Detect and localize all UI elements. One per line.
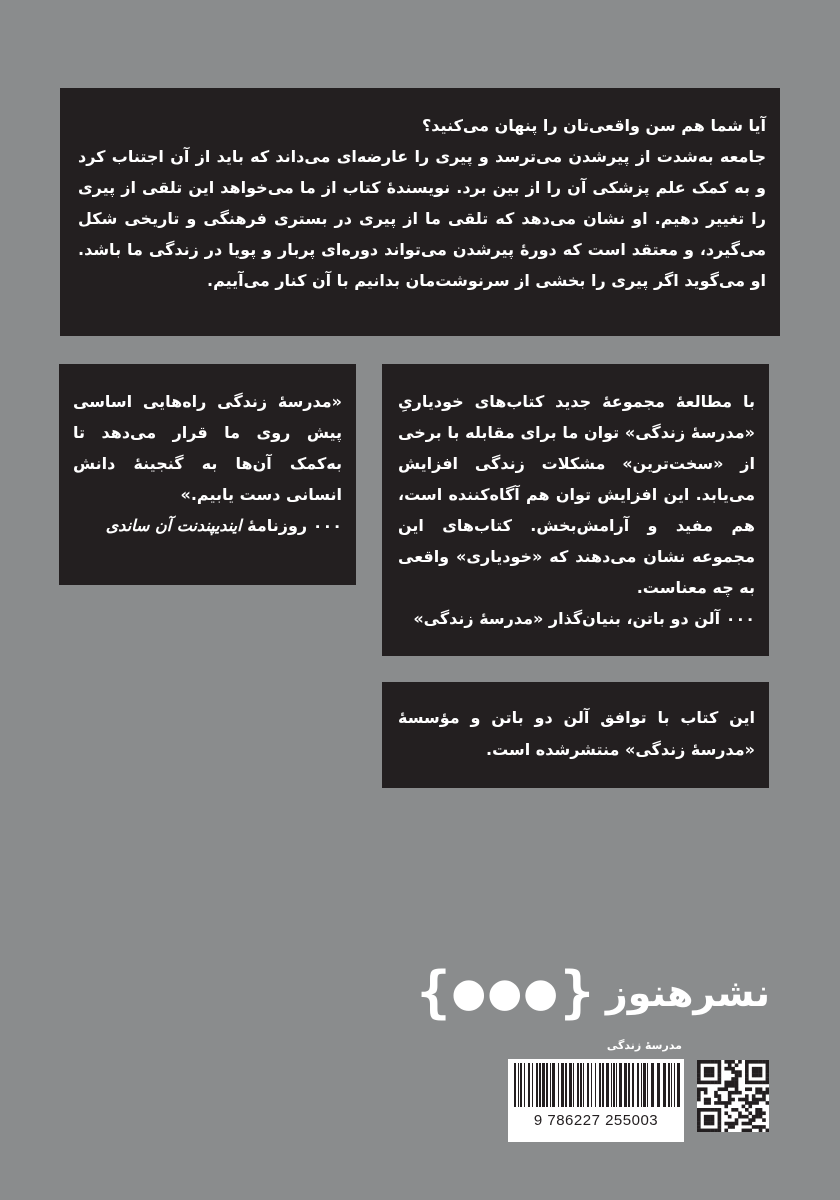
qr-module	[752, 1125, 756, 1129]
qr-module	[766, 1091, 769, 1095]
qr-module	[745, 1077, 749, 1081]
qr-module	[752, 1094, 756, 1098]
qr-module	[721, 1087, 725, 1091]
qr-module	[735, 1084, 739, 1088]
qr-module	[728, 1091, 732, 1095]
qr-module	[718, 1108, 722, 1112]
qr-module	[755, 1081, 759, 1085]
qr-module	[707, 1115, 711, 1119]
isbn-number: 9 786227 255003	[533, 1112, 659, 1129]
qr-module	[731, 1081, 735, 1085]
qr-module	[718, 1087, 722, 1091]
qr-module	[724, 1087, 728, 1091]
barcode-bar	[524, 1063, 525, 1107]
qr-module	[700, 1129, 704, 1132]
qr-module	[731, 1122, 735, 1126]
qr-module	[704, 1115, 708, 1119]
qr-module	[714, 1060, 718, 1064]
qr-module	[762, 1118, 766, 1122]
qr-module	[745, 1122, 749, 1126]
qr-module	[748, 1122, 752, 1126]
qr-module	[731, 1070, 735, 1074]
qr-module	[766, 1060, 769, 1064]
qr-module	[704, 1060, 708, 1064]
qr-module	[755, 1125, 759, 1129]
qr-module	[755, 1098, 759, 1102]
qr-module	[755, 1067, 759, 1071]
intro-question: آیا شما هم سن واقعی‌تان را پنهان می‌کنید؟	[422, 116, 766, 135]
qr-module	[728, 1063, 732, 1067]
qr-module	[762, 1081, 766, 1085]
qr-module	[748, 1105, 752, 1109]
qr-module	[707, 1074, 711, 1078]
qr-module	[718, 1122, 722, 1126]
qr-module	[707, 1098, 711, 1102]
qr-module	[745, 1060, 749, 1064]
barcode-bar	[606, 1063, 609, 1107]
qr-module	[731, 1077, 735, 1081]
qr-module	[700, 1060, 704, 1064]
qr-module	[762, 1111, 766, 1115]
barcode-bar	[532, 1063, 533, 1107]
barcode-bar	[641, 1063, 642, 1107]
qr-module	[759, 1115, 763, 1119]
qr-module	[752, 1074, 756, 1078]
qr-module	[707, 1129, 711, 1132]
barcode-bar	[573, 1063, 574, 1107]
qr-module	[718, 1094, 722, 1098]
logo-dots: ●●●	[451, 970, 560, 1016]
qr-module	[724, 1067, 728, 1071]
qr-module	[748, 1101, 752, 1105]
qr-module	[748, 1111, 752, 1115]
attribution-source: ایندیپندنت آن ساندی	[105, 516, 242, 535]
qr-module	[714, 1101, 718, 1105]
publisher-logo	[416, 958, 770, 1028]
qr-code	[697, 1060, 769, 1132]
qr-module	[714, 1091, 718, 1095]
qr-module	[755, 1070, 759, 1074]
qr-module	[762, 1091, 766, 1095]
barcode-bar	[536, 1063, 538, 1107]
qr-module	[742, 1098, 746, 1102]
qr-module	[735, 1077, 739, 1081]
barcode-bar	[616, 1063, 617, 1107]
qr-module	[707, 1108, 711, 1112]
qr-module	[711, 1122, 715, 1126]
qr-module	[759, 1129, 763, 1132]
barcode-bar	[643, 1063, 646, 1107]
qr-module	[762, 1060, 766, 1064]
qr-module	[766, 1074, 769, 1078]
barcode-bar	[580, 1063, 582, 1107]
qr-module	[728, 1060, 732, 1064]
qr-module	[697, 1074, 701, 1078]
barcode-bar	[674, 1063, 675, 1107]
qr-module	[704, 1070, 708, 1074]
qr-module	[704, 1129, 708, 1132]
qr-module	[752, 1098, 756, 1102]
qr-module	[718, 1074, 722, 1078]
qr-module	[762, 1098, 766, 1102]
intro-body: جامعه به‌شدت از پیرشدن می‌ترسد و پیری را عارضه‌ای می‌داند که باید از آن اجتناب کرد و به کمک علم پزشکی آن را از بین برد. نویسندهٔ کتاب از ما می‌خواهد این تلقی از پیری را تغییر دهیم. او نشان می‌دهد که تلقی ما از پیری در بستری فرهنگی و تاریخی شکل می‌گیرد، و معتقد است که دورهٔ پیرشدن می‌تواند دوره‌ای پربار و پویا در زندگی ما باشد. او می‌گوید اگر پیری را بخشی از سرنوشت‌مان بدانیم با آن کنار می‌آییم.	[78, 147, 766, 290]
qr-module	[735, 1122, 739, 1126]
qr-module	[714, 1129, 718, 1132]
qr-module	[697, 1060, 701, 1064]
qr-module	[707, 1101, 711, 1105]
qr-module	[759, 1108, 763, 1112]
qr-module	[697, 1077, 701, 1081]
qr-module	[759, 1070, 763, 1074]
qr-module	[711, 1108, 715, 1112]
qr-module	[707, 1070, 711, 1074]
qr-module	[755, 1108, 759, 1112]
qr-module	[718, 1063, 722, 1067]
qr-module	[738, 1070, 742, 1074]
qr-module	[724, 1122, 728, 1126]
newspaper-quote-attribution	[73, 510, 342, 541]
qr-module	[697, 1118, 701, 1122]
publication-note-text: این کتاب با توافق آلن دو باتن و مؤسسهٔ «مدرسهٔ زندگی» منتشرشده است.	[398, 708, 755, 759]
barcode-bar	[602, 1063, 604, 1107]
qr-module	[731, 1091, 735, 1095]
qr-module	[748, 1081, 752, 1085]
barcode-bar	[552, 1063, 555, 1107]
qr-module	[759, 1081, 763, 1085]
qr-module	[718, 1111, 722, 1115]
qr-module	[759, 1074, 763, 1078]
barcode-bar	[619, 1063, 622, 1107]
qr-module	[745, 1087, 749, 1091]
qr-module	[697, 1081, 701, 1085]
qr-module	[718, 1060, 722, 1064]
qr-module	[755, 1101, 759, 1105]
barcode-bar	[561, 1063, 564, 1107]
qr-module	[766, 1129, 769, 1132]
qr-module	[711, 1070, 715, 1074]
qr-module	[745, 1070, 749, 1074]
qr-module	[718, 1101, 722, 1105]
qr-module	[700, 1081, 704, 1085]
qr-module	[728, 1098, 732, 1102]
barcode-bar	[583, 1063, 584, 1107]
qr-module	[752, 1060, 756, 1064]
qr-module	[745, 1115, 749, 1119]
barcode-bar	[577, 1063, 579, 1107]
qr-module	[707, 1060, 711, 1064]
qr-module	[707, 1118, 711, 1122]
qr-module	[704, 1098, 708, 1102]
barcode-bar	[591, 1063, 592, 1107]
qr-module	[731, 1125, 735, 1129]
qr-module	[697, 1094, 701, 1098]
qr-module	[748, 1118, 752, 1122]
qr-module	[748, 1129, 752, 1132]
qr-module	[704, 1067, 708, 1071]
qr-module	[697, 1098, 701, 1102]
qr-module	[738, 1111, 742, 1115]
qr-module	[759, 1060, 763, 1064]
qr-module	[745, 1067, 749, 1071]
qr-module	[704, 1091, 708, 1095]
qr-module	[724, 1060, 728, 1064]
qr-module	[697, 1091, 701, 1095]
barcode-bar	[528, 1063, 530, 1107]
logo-brace-open: {	[416, 960, 451, 1025]
barcode-bar	[637, 1063, 639, 1107]
qr-module	[714, 1108, 718, 1112]
qr-module	[711, 1118, 715, 1122]
qr-module	[704, 1118, 708, 1122]
qr-module	[724, 1111, 728, 1115]
qr-module	[766, 1081, 769, 1085]
qr-code-icon	[697, 1060, 769, 1132]
qr-module	[728, 1084, 732, 1088]
publisher-name: نشرهنوز	[605, 971, 770, 1015]
qr-module	[700, 1108, 704, 1112]
qr-module	[752, 1067, 756, 1071]
barcode-bar	[632, 1063, 634, 1107]
qr-module	[700, 1087, 704, 1091]
qr-module	[735, 1081, 739, 1085]
qr-module	[752, 1081, 756, 1085]
qr-module	[731, 1098, 735, 1102]
barcode-bar	[569, 1063, 572, 1107]
qr-module	[704, 1087, 708, 1091]
barcode-bar	[663, 1063, 666, 1107]
qr-module	[707, 1081, 711, 1085]
qr-module	[742, 1115, 746, 1119]
qr-module	[718, 1118, 722, 1122]
barcode-bar	[514, 1063, 516, 1107]
qr-module	[738, 1060, 742, 1064]
qr-module	[766, 1063, 769, 1067]
series-label: مدرسهٔ زندگی	[606, 1039, 682, 1052]
qr-module	[755, 1060, 759, 1064]
qr-module	[728, 1067, 732, 1071]
qr-module	[745, 1081, 749, 1085]
qr-module	[745, 1098, 749, 1102]
barcode-bar	[518, 1063, 519, 1107]
barcode-bar	[624, 1063, 627, 1107]
qr-module	[735, 1087, 739, 1091]
barcode-bar	[611, 1063, 612, 1107]
qr-module	[711, 1081, 715, 1085]
qr-module	[731, 1067, 735, 1071]
barcode-bar	[677, 1063, 680, 1107]
qr-module	[762, 1094, 766, 1098]
qr-module	[766, 1077, 769, 1081]
qr-module	[766, 1067, 769, 1071]
qr-module	[711, 1074, 715, 1078]
qr-module	[752, 1070, 756, 1074]
qr-module	[759, 1091, 763, 1095]
qr-module	[738, 1074, 742, 1078]
qr-module	[711, 1060, 715, 1064]
publication-note-box	[382, 682, 769, 788]
logo-brace-close: }	[560, 960, 594, 1025]
newspaper-quote-box	[59, 364, 356, 585]
qr-module	[735, 1074, 739, 1078]
qr-module	[745, 1074, 749, 1078]
qr-module	[718, 1098, 722, 1102]
qr-module	[728, 1115, 732, 1119]
barcode-bar	[550, 1063, 551, 1107]
qr-module	[735, 1070, 739, 1074]
barcode-bar	[599, 1063, 601, 1107]
qr-module	[724, 1081, 728, 1085]
qr-module	[718, 1125, 722, 1129]
qr-module	[748, 1087, 752, 1091]
qr-module	[735, 1091, 739, 1095]
qr-module	[755, 1091, 759, 1095]
barcode-bar	[671, 1063, 672, 1107]
qr-module	[759, 1087, 763, 1091]
qr-module	[724, 1129, 728, 1132]
author-quote-attribution: ۰۰۰ آلن دو باتن، بنیان‌گذار «مدرسهٔ زندگی»	[413, 609, 755, 628]
qr-module	[748, 1060, 752, 1064]
qr-module	[735, 1108, 739, 1112]
qr-module	[697, 1129, 701, 1132]
qr-module	[731, 1060, 735, 1064]
qr-module	[707, 1122, 711, 1126]
barcode-bar	[651, 1063, 654, 1107]
qr-module	[759, 1098, 763, 1102]
qr-module	[742, 1122, 746, 1126]
barcode-bar	[595, 1063, 596, 1107]
qr-module	[721, 1101, 725, 1105]
qr-module	[752, 1118, 756, 1122]
qr-module	[718, 1070, 722, 1074]
qr-module	[742, 1105, 746, 1109]
qr-module	[697, 1067, 701, 1071]
qr-module	[755, 1111, 759, 1115]
qr-module	[745, 1094, 749, 1098]
barcode-bar	[542, 1063, 545, 1107]
qr-module	[724, 1084, 728, 1088]
isbn-barcode	[508, 1059, 684, 1142]
qr-module	[697, 1111, 701, 1115]
barcode-bar	[546, 1063, 548, 1107]
qr-module	[697, 1122, 701, 1126]
barcode-bar	[647, 1063, 648, 1107]
author-quote-box	[382, 364, 769, 656]
barcode-bar	[520, 1063, 522, 1107]
qr-module	[711, 1067, 715, 1071]
qr-module	[697, 1115, 701, 1119]
qr-module	[704, 1122, 708, 1126]
barcode-bars	[508, 1059, 684, 1111]
qr-module	[759, 1125, 763, 1129]
qr-module	[728, 1125, 732, 1129]
qr-module	[718, 1067, 722, 1071]
qr-module	[755, 1087, 759, 1091]
qr-module	[735, 1118, 739, 1122]
qr-module	[735, 1063, 739, 1067]
barcode-bar	[587, 1063, 589, 1107]
qr-module	[728, 1094, 732, 1098]
qr-module	[711, 1115, 715, 1119]
attribution-prefix: ۰۰۰ روزنامهٔ	[247, 516, 342, 535]
qr-module	[697, 1087, 701, 1091]
barcode-bar	[657, 1063, 660, 1107]
author-quote-text: با مطالعهٔ مجموعهٔ جدید کتاب‌های خودیاریِ «مدرسهٔ زندگی» توان ما برای مقابله با برخی از «سخت‌ترین» مشکلات زندگی افزایش می‌یابد. این افزایش توان هم آگاه‌کننده است، هم مفید و آرامش‌بخش. کتاب‌های این مجموعه نشان می‌دهند که «خودیاری» واقعی به چه معناست.	[398, 392, 755, 597]
qr-module	[752, 1101, 756, 1105]
qr-module	[704, 1108, 708, 1112]
qr-module	[759, 1111, 763, 1115]
qr-module	[759, 1067, 763, 1071]
barcode-bar	[628, 1063, 630, 1107]
qr-module	[745, 1101, 749, 1105]
qr-module	[728, 1101, 732, 1105]
qr-module	[728, 1081, 732, 1085]
qr-module	[742, 1129, 746, 1132]
qr-module	[714, 1081, 718, 1085]
qr-module	[738, 1098, 742, 1102]
barcode-bar	[613, 1063, 615, 1107]
qr-module	[755, 1074, 759, 1078]
qr-module	[745, 1108, 749, 1112]
qr-module	[724, 1101, 728, 1105]
qr-module	[714, 1094, 718, 1098]
qr-module	[731, 1108, 735, 1112]
qr-module	[718, 1077, 722, 1081]
qr-module	[745, 1063, 749, 1067]
qr-module	[752, 1115, 756, 1119]
description-box	[60, 88, 780, 336]
qr-module	[704, 1081, 708, 1085]
qr-module	[697, 1063, 701, 1067]
barcode-bar	[668, 1063, 670, 1107]
qr-module	[697, 1108, 701, 1112]
qr-module	[755, 1115, 759, 1119]
qr-module	[766, 1087, 769, 1091]
qr-module	[731, 1084, 735, 1088]
qr-module	[711, 1129, 715, 1132]
qr-module	[718, 1129, 722, 1132]
qr-module	[707, 1067, 711, 1071]
barcode-bar	[539, 1063, 541, 1107]
qr-module	[697, 1125, 701, 1129]
qr-module	[724, 1105, 728, 1109]
qr-module	[718, 1115, 722, 1119]
qr-module	[728, 1122, 732, 1126]
qr-module	[762, 1125, 766, 1129]
qr-module	[704, 1074, 708, 1078]
qr-module	[697, 1070, 701, 1074]
qr-module	[718, 1081, 722, 1085]
qr-module	[738, 1115, 742, 1119]
qr-module	[745, 1129, 749, 1132]
newspaper-quote-text: «مدرسهٔ زندگی راه‌هایی اساسی پیش روی ما قرار می‌دهد تا به‌کمک آن‌ها به گنجینهٔ دانش انسانی دست یابیم.»	[73, 392, 342, 504]
barcode-bar	[558, 1063, 559, 1107]
qr-module	[704, 1101, 708, 1105]
barcode-bar	[565, 1063, 567, 1107]
qr-module	[766, 1101, 769, 1105]
qr-module	[766, 1070, 769, 1074]
qr-module	[738, 1091, 742, 1095]
